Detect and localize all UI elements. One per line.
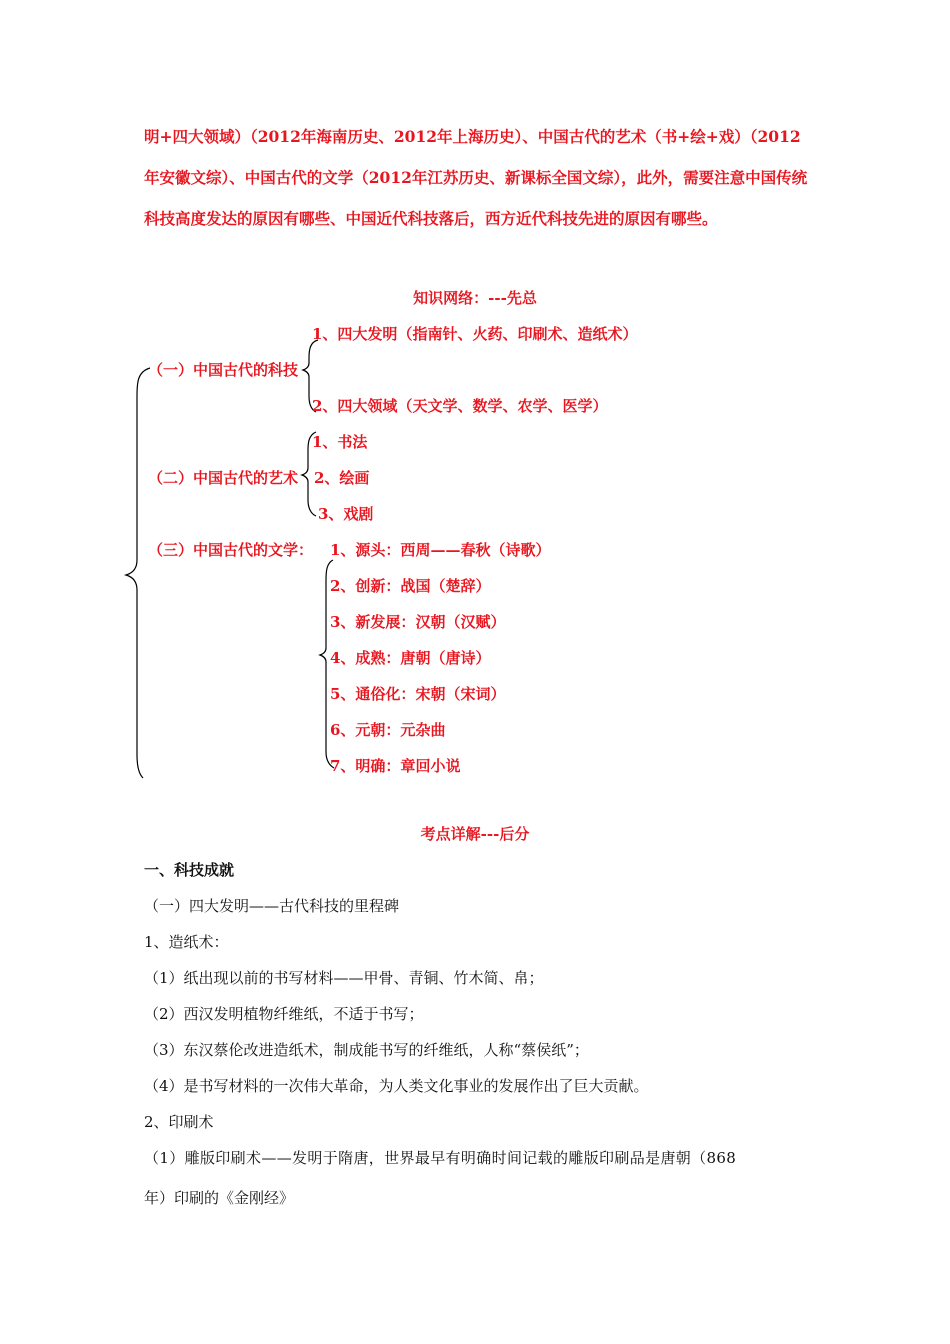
heading-papermaking: 1、造纸术： bbox=[144, 933, 229, 951]
lit-item-3: 3、新发展：汉朝（汉赋） bbox=[330, 613, 506, 631]
art-item-2: 2、绘画 bbox=[314, 469, 370, 487]
art-item-1: 1、书法 bbox=[312, 433, 368, 451]
art-label: （二）中国古代的艺术 bbox=[148, 469, 299, 487]
art-item-3: 3、戏剧 bbox=[318, 505, 374, 523]
sci-item-2: 2、四大领域（天文学、数学、农学、医学） bbox=[312, 397, 608, 415]
sci-label: （一）中国古代的科技 bbox=[148, 361, 299, 379]
paragraph-2: （2）西汉发明植物纤维纸，不适于书写； bbox=[144, 1005, 424, 1023]
details-title: 考点详解---后分 bbox=[420, 825, 530, 843]
lit-item-7: 7、明确：章回小说 bbox=[330, 757, 461, 775]
heading-printing: 2、印刷术 bbox=[144, 1113, 214, 1131]
paragraph-3: （3）东汉蔡伦改进造纸术，制成能书写的纤维纸，人称“蔡侯纸”； bbox=[144, 1041, 589, 1059]
lit-item-2: 2、创新：战国（楚辞） bbox=[330, 577, 491, 595]
intro-paragraph: 明+四大领域）（2012年海南历史、2012年上海历史）、中国古代的艺术（书+绘+戏）（2012年安徽文综）、中国古代的文学（2012年江苏历史、新课标全国文综），此外，需要注意中国传统科技高度发达的原因有哪些、中国近代科技落后，西方近代科技先进的原因有哪些。 bbox=[144, 127, 808, 228]
lit-item-5: 5、通俗化：宋朝（宋词） bbox=[330, 685, 506, 703]
section-heading: 一、科技成就 bbox=[144, 861, 235, 879]
main-brace bbox=[126, 368, 150, 778]
paragraph-1: （1）纸出现以前的书写材料——甲骨、青铜、竹木简、帛； bbox=[144, 969, 544, 987]
paragraph-5-line-2: 年）印刷的《金刚经》 bbox=[144, 1189, 295, 1207]
paragraph-5-line-1: （1）雕版印刷术——发明于隋唐，世界最早有明确时间记载的雕版印刷品是唐朝（868 bbox=[144, 1149, 737, 1167]
subsection-heading: （一）四大发明——古代科技的里程碑 bbox=[144, 897, 400, 915]
sci-item-1: 1、四大发明（指南针、火药、印刷术、造纸术） bbox=[312, 325, 638, 343]
lit-label: （三）中国古代的文学： bbox=[148, 541, 314, 559]
network-title: 知识网络：---先总 bbox=[413, 289, 537, 307]
lit-item-1: 1、源头：西周——春秋（诗歌） bbox=[330, 541, 551, 559]
lit-item-4: 4、成熟：唐朝（唐诗） bbox=[330, 649, 491, 667]
paragraph-4: （4）是书写材料的一次伟大革命，为人类文化事业的发展作出了巨大贡献。 bbox=[144, 1077, 649, 1095]
lit-item-6: 6、元朝：元杂曲 bbox=[330, 721, 446, 739]
